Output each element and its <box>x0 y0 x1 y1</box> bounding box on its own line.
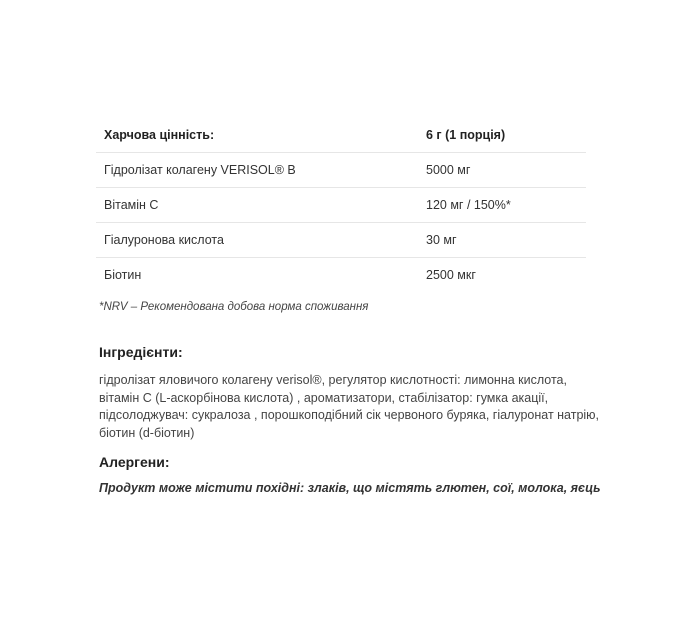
nrv-footnote: *NRV – Рекомендована добова норма споживання <box>99 301 369 313</box>
ingredients-text <box>99 372 599 442</box>
nutrition-row <box>96 223 586 258</box>
nutrient-name: Гідролізат колагену VERISOL® B <box>96 153 424 188</box>
nutrition-header-value: 6 г (1 порція) <box>424 118 586 153</box>
ingredients-line: біотин (d-біотин) <box>99 425 195 440</box>
allergens-heading: Алергени: <box>99 454 170 470</box>
nutrient-amount: 30 мг <box>424 223 586 258</box>
nutrient-amount: 2500 мкг <box>426 268 476 282</box>
nutrition-header-label: Харчова цінність: <box>96 118 424 153</box>
nutrient-amount: 5000 мг <box>424 153 586 188</box>
ingredients-heading: Інгредієнти: <box>99 344 183 360</box>
nutrition-header-row <box>96 118 586 153</box>
nutrition-row <box>96 258 586 293</box>
nutrition-row <box>96 188 586 223</box>
nutrient-amount: 120 мг / 150%* <box>424 188 586 223</box>
nutrient-name: Біотин <box>104 268 142 282</box>
ingredients-line: гідролізат яловичого колагену verisol®, регулятор кислотності: лимонна кислота, <box>99 373 567 387</box>
nutrition-row <box>96 153 586 188</box>
allergens-text: Продукт може містити похідні: злаків, що містять глютен, сої, молока, яєць <box>99 481 601 495</box>
nutrition-facts-table <box>96 118 586 292</box>
ingredients-line: вітамін С (L-аскорбінова кислота) , ароматизатори, стабілізатор: гумка акації, <box>99 390 549 405</box>
nutrient-name: Вітамін C <box>96 188 424 223</box>
nutrient-name: Гіалуронова кислота <box>96 223 424 258</box>
ingredients-line: підсолоджувач: сукралоза , порошкоподібний сік червоного буряка, гіалуронат натрію, <box>99 408 600 422</box>
